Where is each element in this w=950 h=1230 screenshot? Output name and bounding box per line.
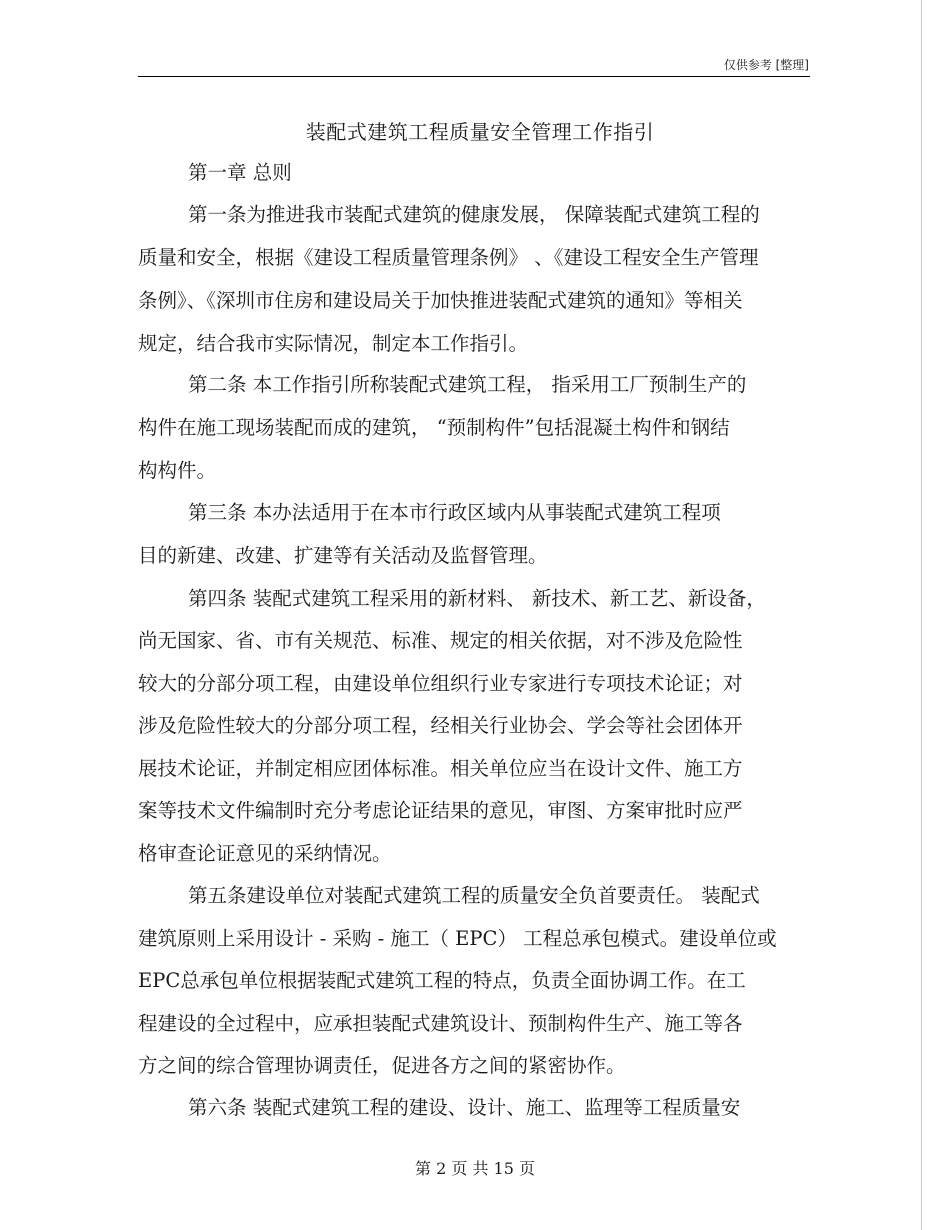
page-number: 第 2 页 共 15 页 (415, 1159, 535, 1178)
body-line: 第四条 装配式建筑工程采用的新材料、 新技术、新工艺、新设备， (188, 587, 766, 610)
body-line: 质量和安全，根据《建设工程质量管理条例》 、《建设工程安全生产管理 (138, 246, 759, 269)
body-line: 涉及危险性较大的分部分项工程，经相关行业协会、学会等社会团体开 (138, 714, 743, 737)
chapter-heading: 第一章 总则 (188, 161, 292, 184)
body-line: 构件在施工现场装配而成的建筑， “预制构件”包括混凝土构件和钢结 (138, 416, 730, 439)
body-line: 程建设的全过程中，应承担装配式建筑设计、预制构件生产、施工等各 (138, 1012, 743, 1035)
body-line: 第三条 本办法适用于在本市行政区域内从事装配式建筑工程项 (188, 501, 721, 524)
header-note: 仅供参考 [整理] (723, 58, 809, 72)
body-line: 规定，结合我市实际情况，制定本工作指引。 (138, 332, 529, 355)
body-line: 条例》、《深圳市住房和建设局关于加快推进装配式建筑的通知》等相关 (138, 289, 743, 312)
body-line: 第一条为推进我市装配式建筑的健康发展， 保障装配式建筑工程的 (188, 203, 760, 226)
body-line: EPC总承包单位根据装配式建筑工程的特点，负责全面协调工作。在工 (138, 969, 746, 992)
body-line: 目的新建、改建、扩建等有关活动及监督管理。 (138, 544, 548, 567)
body-line: 案等技术文件编制时充分考虑论证结果的意见，审图、方案审批时应严 (138, 799, 743, 822)
body-line: 较大的分部分项工程，由建设单位组织行业专家进行专项技术论证；对 (138, 672, 743, 695)
body-line: 方之间的综合管理协调责任，促进各方之间的紧密协作。 (138, 1054, 626, 1077)
header-divider (138, 76, 810, 77)
body-line: 第五条建设单位对装配式建筑工程的质量安全负首要责任。 装配式 (188, 884, 760, 907)
body-line: 展技术论证，并制定相应团体标准。相关单位应当在设计文件、施工方 (138, 757, 743, 780)
body-line: 第二条 本工作指引所称装配式建筑工程， 指采用工厂预制生产的 (188, 373, 747, 396)
body-line: 构构件。 (138, 459, 217, 482)
body-line: 第六条 装配式建筑工程的建设、设计、施工、监理等工程质量安 (188, 1096, 741, 1119)
body-line: 尚无国家、省、市有关规范、标准、规定的相关依据，对不涉及危险性 (138, 629, 743, 652)
body-line: 格审查论证意见的采纳情况。 (138, 842, 392, 865)
document-title: 装配式建筑工程质量安全管理工作指引 (305, 120, 655, 144)
body-line: 建筑原则上采用设计 - 采购 - 施工（ EPC） 工程总承包模式。建设单位或 (138, 927, 777, 950)
